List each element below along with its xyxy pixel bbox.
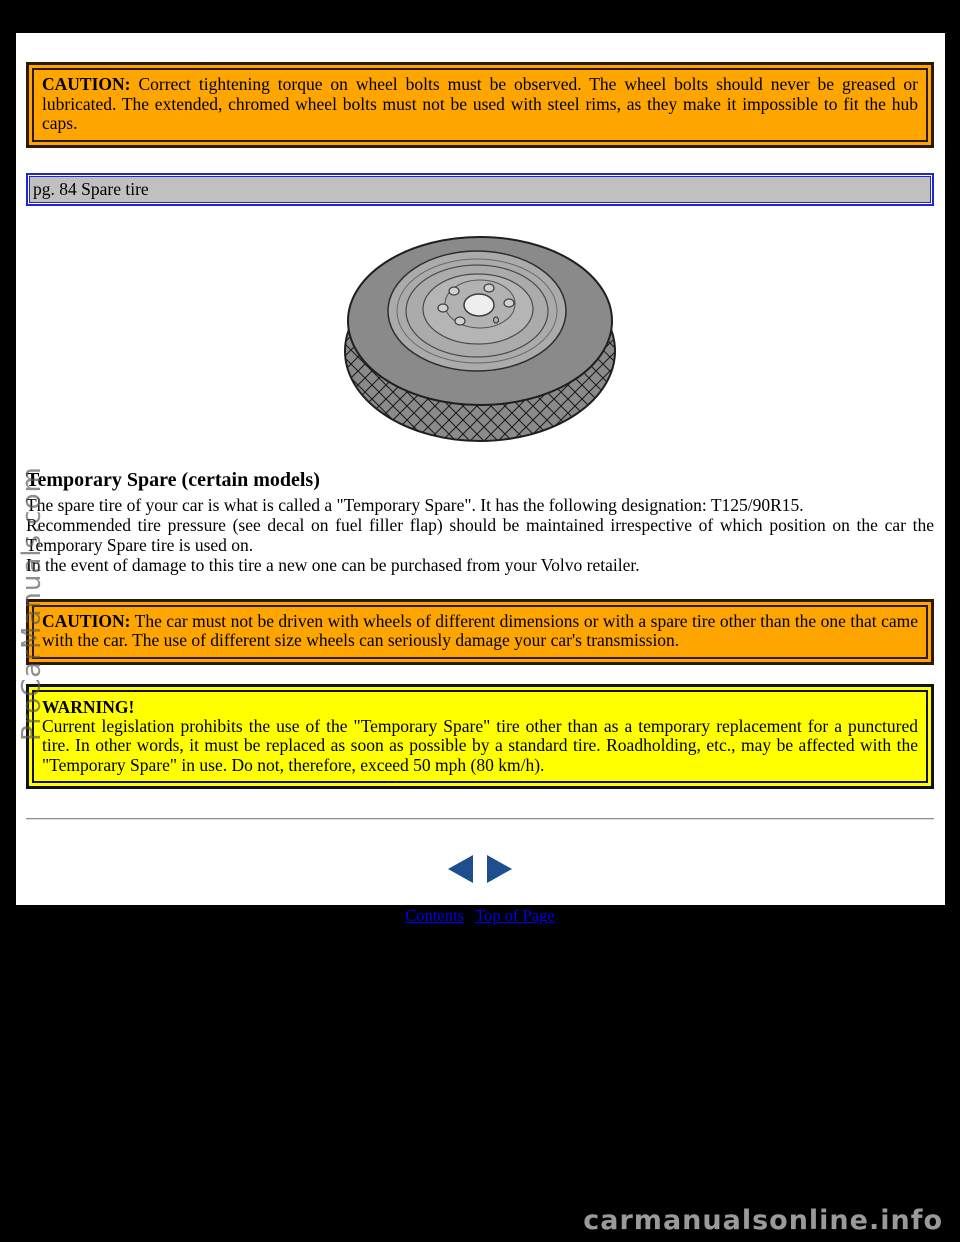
warning-box-inner <box>32 690 928 784</box>
caution-box-bottom <box>26 599 934 665</box>
warning-box <box>26 684 934 790</box>
caution-bottom-label: CAUTION: <box>42 610 131 631</box>
caution-box-bottom-inner <box>32 605 928 659</box>
caution-bottom-text-block <box>42 612 918 651</box>
arrow-right-icon <box>486 854 513 884</box>
warning-label: WARNING! <box>42 696 135 717</box>
caution-top-text: Correct tightening torque on wheel bolts must be observed. The wheel bolts should never be greased or lubricated. The extended, chromed wheel bolts must not be used with steel rims, as they make it impossible to fit the hub caps. <box>42 74 918 133</box>
top-of-page-link[interactable]: Top of Page <box>475 906 555 925</box>
arrow-left-icon <box>447 854 474 884</box>
caution-box-top-inner <box>32 68 928 142</box>
spare-tire-image-icon <box>344 231 616 443</box>
contents-link[interactable]: Contents <box>405 906 464 925</box>
page-header-bar <box>26 173 934 206</box>
nav-previous-arrow[interactable] <box>447 854 474 884</box>
caution-bottom-text: The car must not be driven with wheels of different dimensions or with a spare tire other than the one that came with the car. The use of different size wheels can seriously damage your car's transmission. <box>42 610 919 650</box>
section-heading: Temporary Spare (certain models) <box>26 468 320 491</box>
caution-top-label: CAUTION: <box>42 74 131 94</box>
link-separator: | <box>468 906 472 925</box>
page-content <box>16 33 945 925</box>
footer-links <box>26 906 934 925</box>
body-copy <box>26 495 934 575</box>
spare-tire-figure <box>26 231 934 448</box>
warning-text: Current legislation prohibits the use of the "Temporary Spare" tire other than as a temporary replacement for a punctured tire. In other words, it must be replaced as soon as possible by a standard tire. Roadholding, etc., may be affected with the "Temporary Spare" in use. Do not, therefore, exceed 50 mph (80 km/h). <box>42 715 918 775</box>
page-surface <box>16 33 945 925</box>
caution-box-top <box>26 62 934 148</box>
nav-next-arrow[interactable] <box>486 854 513 884</box>
paragraph-designation: The spare tire of your car is what is called a "Temporary Spare". It has the following designation: T125/90R15. <box>26 494 804 515</box>
page-navigation <box>26 854 934 884</box>
page-header-label: pg. 84 Spare tire <box>29 176 931 203</box>
paragraph-replacement: In the event of damage to this tire a new one can be purchased from your Volvo retailer. <box>26 554 640 575</box>
caution-top-text-block <box>42 75 918 134</box>
watermark: ProCarManuals.com <box>17 466 47 741</box>
footer-brand: carmanualsonline.info <box>583 1205 943 1236</box>
divider <box>26 818 934 820</box>
paragraph-pressure: Recommended tire pressure (see decal on fuel filler flap) should be maintained irrespective of which position on the car the Temporary Spare tire is used on. <box>26 514 934 555</box>
